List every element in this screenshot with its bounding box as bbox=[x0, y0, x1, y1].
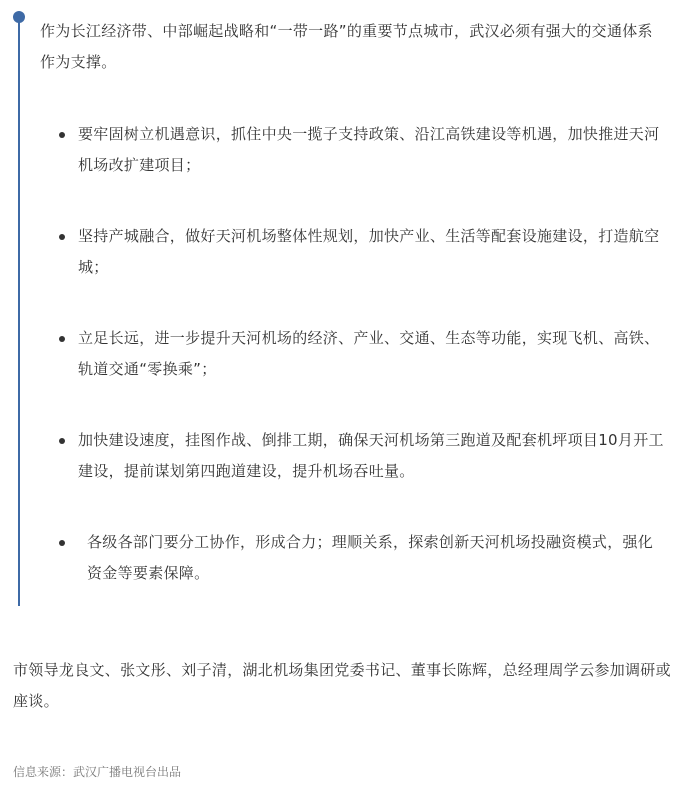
bullet-dot-icon bbox=[59, 540, 65, 546]
timeline-line bbox=[18, 18, 20, 606]
measures-list bbox=[40, 119, 664, 589]
list-item-text: 要牢固树立机遇意识，抓住中央一揽子支持政策、沿江高铁建设等机遇，加快推进天河机场改扩建项目； bbox=[78, 125, 660, 174]
intro-paragraph: 作为长江经济带、中部崛起战略和“一带一路”的重要节点城市，武汉必须有强大的交通体系作为支撑。 bbox=[40, 22, 653, 71]
list-item bbox=[40, 527, 664, 589]
bullet-dot-icon bbox=[59, 336, 65, 342]
list-item-text: 坚持产城融合，做好天河机场整体性规划，加快产业、生活等配套设施建设，打造航空城； bbox=[78, 227, 660, 276]
closing-paragraph: 市领导龙良文、张文彤、刘子清，湖北机场集团党委书记、董事长陈辉，总经理周学云参加调研或座谈。 bbox=[13, 661, 671, 710]
timeline-section bbox=[40, 16, 664, 589]
list-item bbox=[40, 323, 664, 385]
list-item bbox=[40, 425, 664, 487]
source-credit: 信息来源：武汉广播电视台出品 bbox=[13, 765, 182, 779]
list-item bbox=[40, 221, 664, 283]
timeline-dot bbox=[13, 11, 25, 23]
list-item-text: 各级各部门要分工协作，形成合力；理顺关系，探索创新天河机场投融资模式，强化资金等要素保障。 bbox=[87, 533, 654, 582]
bullet-dot-icon bbox=[59, 132, 65, 138]
bullet-dot-icon bbox=[59, 438, 65, 444]
list-item bbox=[40, 119, 664, 181]
list-item-text: 加快建设速度，挂图作战、倒排工期，确保天河机场第三跑道及配套机坪项目10月开工建设，提前谋划第四跑道建设，提升机场吞吐量。 bbox=[78, 431, 664, 480]
bullet-dot-icon bbox=[59, 234, 65, 240]
list-item-text: 立足长远，进一步提升天河机场的经济、产业、交通、生态等功能，实现飞机、高铁、轨道交通“零换乘”； bbox=[78, 329, 660, 378]
